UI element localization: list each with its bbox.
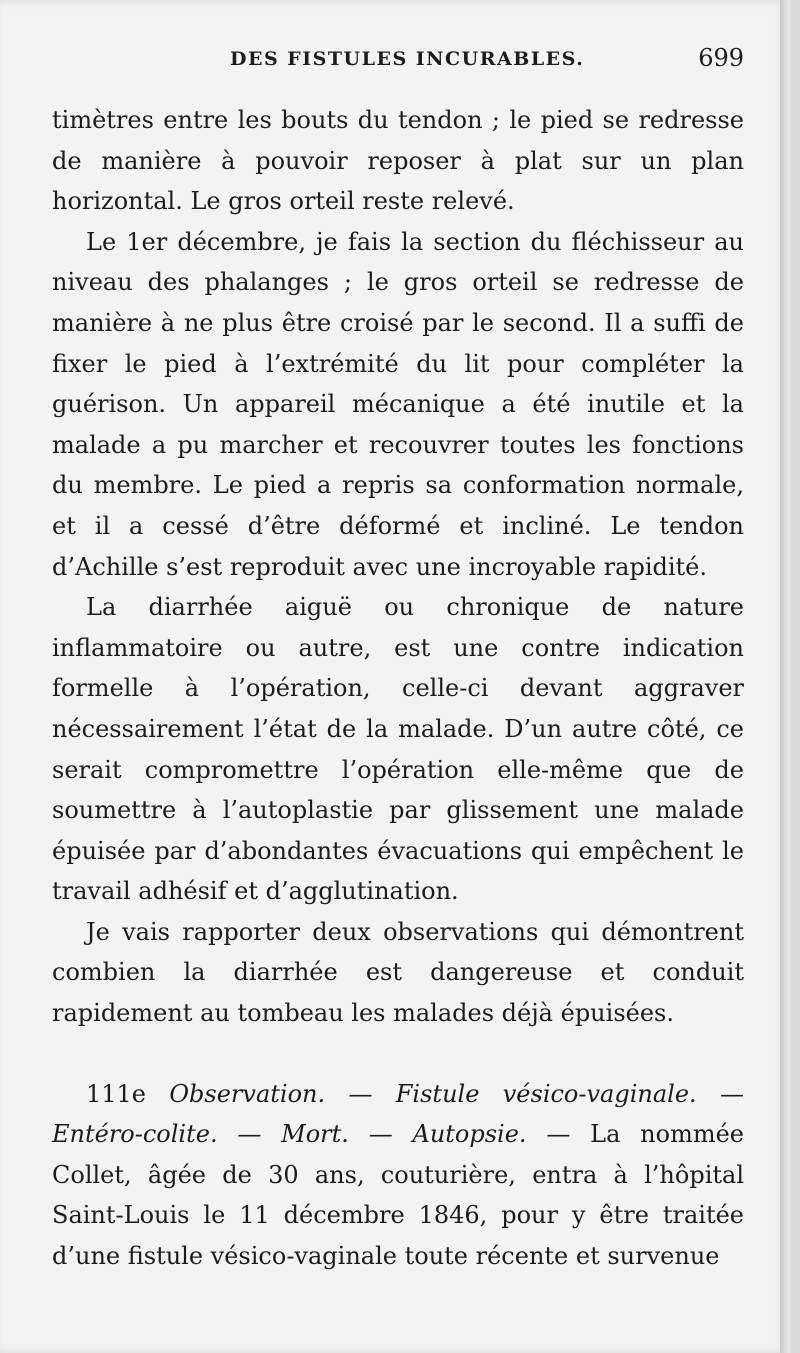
page-number: 699 [698,44,744,72]
observation-heading: Observation. — Fistule vésico-vaginale. — Entéro-colite. — Mort. — Autopsie. — [52,1079,744,1149]
page-edge-shadow [780,0,790,1353]
paragraph-2: Le 1er décembre, je fais la section du fléchisseur au niveau des phalanges ; le gros orteil se redresse de manière à ne plus être croisé par le second. Il a suffi de fixer le pied à l’extrémité du lit pour compléter la guérison. Un appareil mécanique a été inutile et la malade a pu marcher et recouvrer toutes les fonctions du membre. Le pied a repris sa conformation normale, et il a cessé d’être déformé et incliné. Le tendon d’Achille s’est reproduit avec une incroyable rapidité. [52,227,744,581]
observation-paragraph [52,1074,744,1277]
page-header [52,44,744,78]
observation-text: La nommée Collet, âgée de 30 ans, couturière, entra à l’hôpital Saint-Louis le 11 décembre 1846, pour y être traitée d’une fistule vésico-vaginale toute récente et survenue [52,1120,744,1271]
body-text [52,100,744,1277]
paragraph-1: timètres entre les bouts du tendon ; le pied se redresse de manière à pouvoir reposer à plat sur un plan horizontal. Le gros orteil reste relevé. [52,106,744,216]
paragraph-3: La diarrhée aiguë ou chronique de nature inflammatoire ou autre, est une contre indication formelle à l’opération, celle-ci devant aggraver nécessairement l’état de la malade. D’un autre côté, ce serait compromettre l’opération elle-même que de soumettre à l’autoplastie par glissement une malade épuisée par d’abondantes évacuations qui empêchent le travail adhésif et d’agglutination. [52,593,744,906]
paragraph-4: Je vais rapporter deux observations qui démontrent combien la diarrhée est dangereuse et conduit rapidement au tombeau les malades déjà épuisées. [52,917,744,1028]
observation-number: 111e [86,1079,147,1108]
running-title: DES FISTULES INCURABLES. [230,48,585,70]
